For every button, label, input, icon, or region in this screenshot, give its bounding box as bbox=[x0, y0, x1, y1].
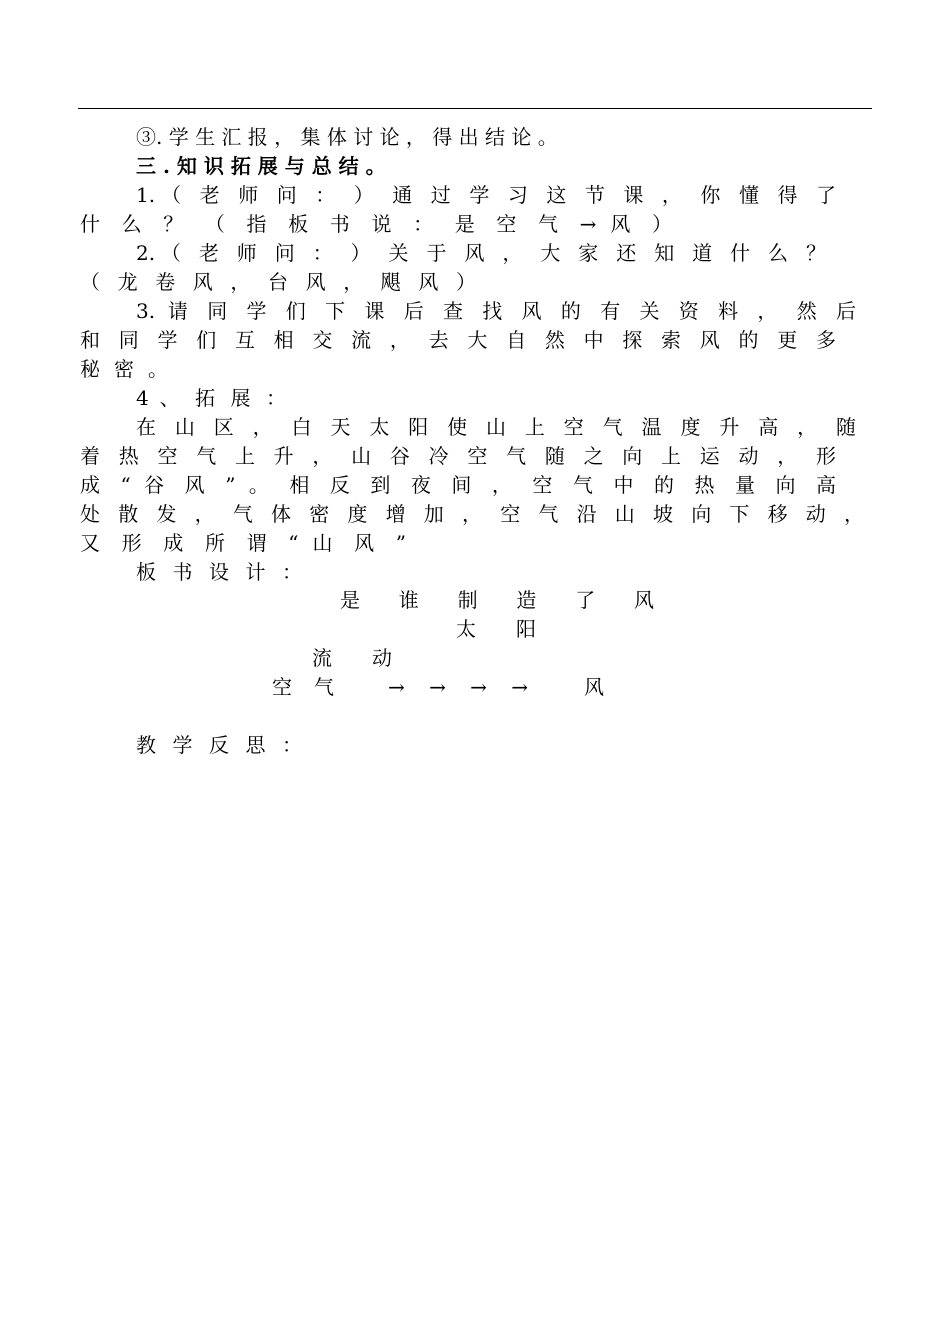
text-line-8: 和 同 学 们 互 相 交 流 ， 去 大 自 然 中 探 索 风 的 更 多 bbox=[80, 328, 836, 352]
text-line-10: 4 、 拓 展 ： bbox=[136, 386, 286, 410]
text-line-15: 又 形 成 所 谓 “ 山 风 ” bbox=[80, 531, 406, 555]
text-line-3: 1.（ 老 师 问 ： ） 通 过 学 习 这 节 课 ， 你 懂 得 了 bbox=[136, 183, 836, 207]
section-heading: 三 . 知 识 拓 展 与 总 结 。 bbox=[136, 154, 386, 178]
board-arrows: → → → → bbox=[388, 675, 528, 699]
teaching-reflection-label: 教 学 反 思 ： bbox=[136, 733, 302, 757]
text-line-12: 着 热 空 气 上 升 ， 山 谷 冷 空 气 随 之 向 上 运 动 ， 形 bbox=[80, 444, 836, 468]
board-title: 是 谁 制 造 了 风 bbox=[340, 588, 654, 612]
text-line-13: 成 “ 谷 风 ” 。 相 反 到 夜 间 ， 空 气 中 的 热 量 向 高 bbox=[80, 473, 836, 497]
board-sun: 太 阳 bbox=[456, 617, 536, 641]
header-rule bbox=[78, 108, 872, 109]
text-line-1: ③. 学 生 汇 报 ， 集 体 讨 论 ， 得 出 结 论 。 bbox=[136, 125, 558, 149]
text-line-11: 在 山 区 ， 白 天 太 阳 使 山 上 空 气 温 度 升 高 ， 随 bbox=[136, 415, 856, 439]
text-line-7: 3. 请 同 学 们 下 课 后 查 找 风 的 有 关 资 料 ， 然 后 bbox=[136, 299, 856, 323]
text-line-9: 秘 密 。 bbox=[80, 357, 168, 381]
text-line-14: 处 散 发 ， 气 体 密 度 增 加 ， 空 气 沿 山 坡 向 下 移 动 ， bbox=[80, 502, 864, 526]
board-design-label: 板 书 设 计 ： bbox=[136, 560, 302, 584]
text-line-5: 2.（ 老 师 问 ： ） 关 于 风 ， 大 家 还 知 道 什 么 ？ bbox=[136, 241, 826, 265]
board-wind: 风 bbox=[584, 675, 604, 699]
text-line-6: （ 龙 卷 风 ， 台 风 ， 飓 风 ） bbox=[80, 270, 476, 294]
board-air: 空 气 bbox=[272, 675, 334, 699]
board-flow: 流 动 bbox=[312, 646, 392, 670]
text-line-4: 什 么 ？ （ 指 板 书 说 ： 是 空 气 → 风 ） bbox=[80, 212, 672, 236]
